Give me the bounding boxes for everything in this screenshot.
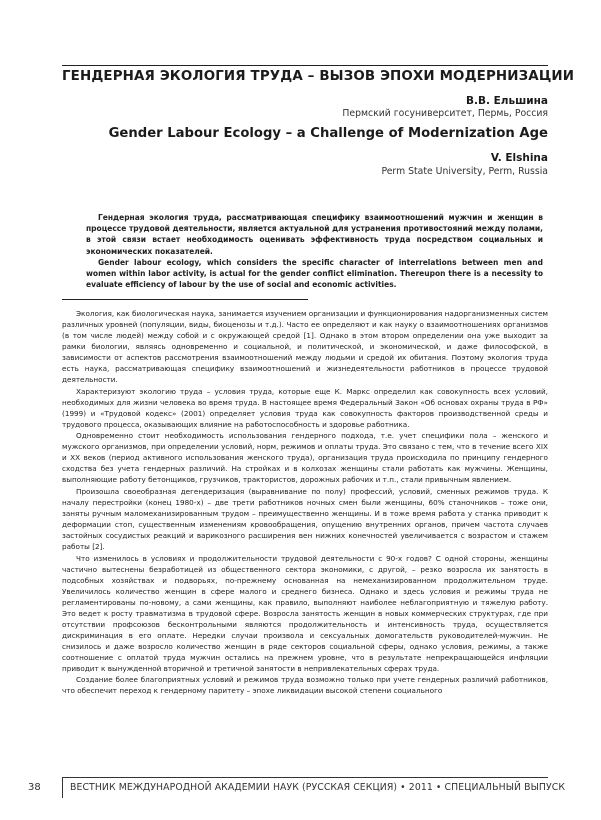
journal-name: ВЕСТНИК МЕЖДУНАРОДНОЙ АКАДЕМИИ НАУК (РУССКАЯ СЕКЦИЯ) • 2011 • СПЕЦИАЛЬНЫЙ ВЫПУСК bbox=[70, 782, 566, 793]
body-paragraph: Что изменилось в условиях и продолжительности трудовой деятельности с 90-х годов? С одной стороны, женщины частично вытеснены безработицей из общественного сектора экономики, с другой, – резко возросла их занятость в подсобных хозяйствах и подворьях, по-прежнему основанная на немеханизированном продолжительном труде. Увеличилось количество женщин в сфере малого и среднего бизнеса. Однако и здесь условия и режимы труда не регламентированы по-новому, а сами женщины, как правило, выполняют наиболее неблагоприятную и тяжелую работу. Это ведет к росту травматизма в трудовой сфере. Возросла занятость женщин в новых коммерческих структурах, где при отсутствии профсоюзов бесконтрольными являются продолжительность и интенсивность труда, осуществляется дискриминация в его оплате. Нередки случаи произвола и сексуальных домогательств руководителей-мужчин. Не снизилось и даже возросло количество женщин в ряде секторов социальной сферы, однако условия, режимы, а также соотношение с оплатой труда мужчин остались на прежнем уровне, что в результате непрекращающейся инфляции приводит к вынужденной вторичной и третичной занятости в непривлекательных сферах труда. bbox=[62, 553, 548, 673]
body-paragraph: Одновременно стоит необходимость использования гендерного подхода, т.е. учет специфики пола – женского и мужского организмов, при определении условий, норм, режимов и оплаты труда. Это связано с тем, что в течение всего XIX и XX веков (период активного использования женского труда), организация труда происходила по принципу гендерного сходства без учета гендерных различий. На стройках и в колхозах женщины стали работать как мужчины. Женщины, выполняющие работу бетонщиков, грузчиков, трактористов, дорожных рабочих и т.п., стали привычным явлением. bbox=[62, 431, 548, 485]
abstract-en: Gender labour ecology, which considers the specific character of interrelations between men and women within labor activity, is actual for the gender conflict elimination. Thereupon there is a necessity to evaluate efficiency of labour by the use of social and economic activities. bbox=[86, 257, 543, 290]
footer-rule bbox=[62, 777, 548, 778]
affiliation-ru: Пермский госуниверситет, Пермь, Россия bbox=[342, 108, 548, 119]
article-body bbox=[62, 309, 548, 698]
page-number: 38 bbox=[28, 782, 41, 793]
abstract-ru: Гендерная экология труда, рассматривающая специфику взаимоотношений мужчин и женщин в процессе трудовой деятельности, является актуальной для устранения противостояний между полами, в этой связи встает необходимость оценивать эффективность труда посредством социальных и экономических показателей. bbox=[86, 213, 543, 256]
footer-separator bbox=[62, 778, 63, 798]
abstract-divider bbox=[62, 299, 308, 300]
body-paragraph: Экология, как биологическая наука, занимается изучением организации и функционирования надорганизменных систем различных уровней (популяции, виды, биоценозы и т.д.). Часто ее определяют и как науку о взаимоотношениях организмов (в том числе людей) между собой и с окружающей средой [1]. Однако в этом втором определении она уже выходит за рамки биологии, являясь одновременно и социальной, и политической, и экономической, и даже философской, в зависимости от аспектов рассмотрения взаимоотношений между людьми и средой их обитания. Поэтому экология труда есть наука, рассматривающая специфику взаимоотношений и жизнедеятельности работников в процессе трудовой деятельности. bbox=[62, 309, 548, 384]
body-paragraph: Создание более благоприятных условий и режимов труда возможно только при учете гендерных различий работников, что обеспечит переход к гендерному паритету – эпохе ликвидации высокой степени социального bbox=[62, 675, 548, 696]
author-en: V. Elshina bbox=[490, 152, 548, 164]
abstract bbox=[86, 212, 543, 290]
affiliation-en: Perm State University, Perm, Russia bbox=[381, 166, 548, 177]
body-paragraph: Произошла своеобразная дегендеризация (выравнивание по полу) профессий, условий, сменных режимов труда. К началу перестройки (конец 1980-х) – две трети работников ночных смен были женщины, 60% станочников – тоже они, заняты ручным маломеханизированным трудом – преимущественно женщины. И в тоже время работа у станка приводит к деформации стоп, существенным изменениям кровообращения, опущению внутренних органов, причем частота случаев застойных сосудистых реакций и варикозного расширения вен нижних конечностей увеличивается с возрастом и стажем работы [2]. bbox=[62, 487, 548, 552]
body-paragraph: Характеризуют экологию труда – условия труда, которые еще К. Маркс определил как совокупность всех условий, необходимых для жизни человека во время труда. В настоящее время Федеральный Закон «Об основах охраны труда в РФ» (1999) и «Трудовой кодекс» (2001) определяет условия труда как совокупность факторов производственной среды и трудового процесса, оказывающих влияние на работоспособность и здоровье работника. bbox=[62, 386, 548, 429]
author-ru: В.В. Ельшина bbox=[466, 95, 548, 107]
header-rule bbox=[62, 65, 548, 66]
article-title-en: Gender Labour Ecology – a Challenge of Modernization Age bbox=[108, 126, 548, 141]
article-title-ru: ГЕНДЕРНАЯ ЭКОЛОГИЯ ТРУДА – ВЫЗОВ ЭПОХИ МОДЕРНИЗАЦИИ bbox=[62, 69, 575, 84]
